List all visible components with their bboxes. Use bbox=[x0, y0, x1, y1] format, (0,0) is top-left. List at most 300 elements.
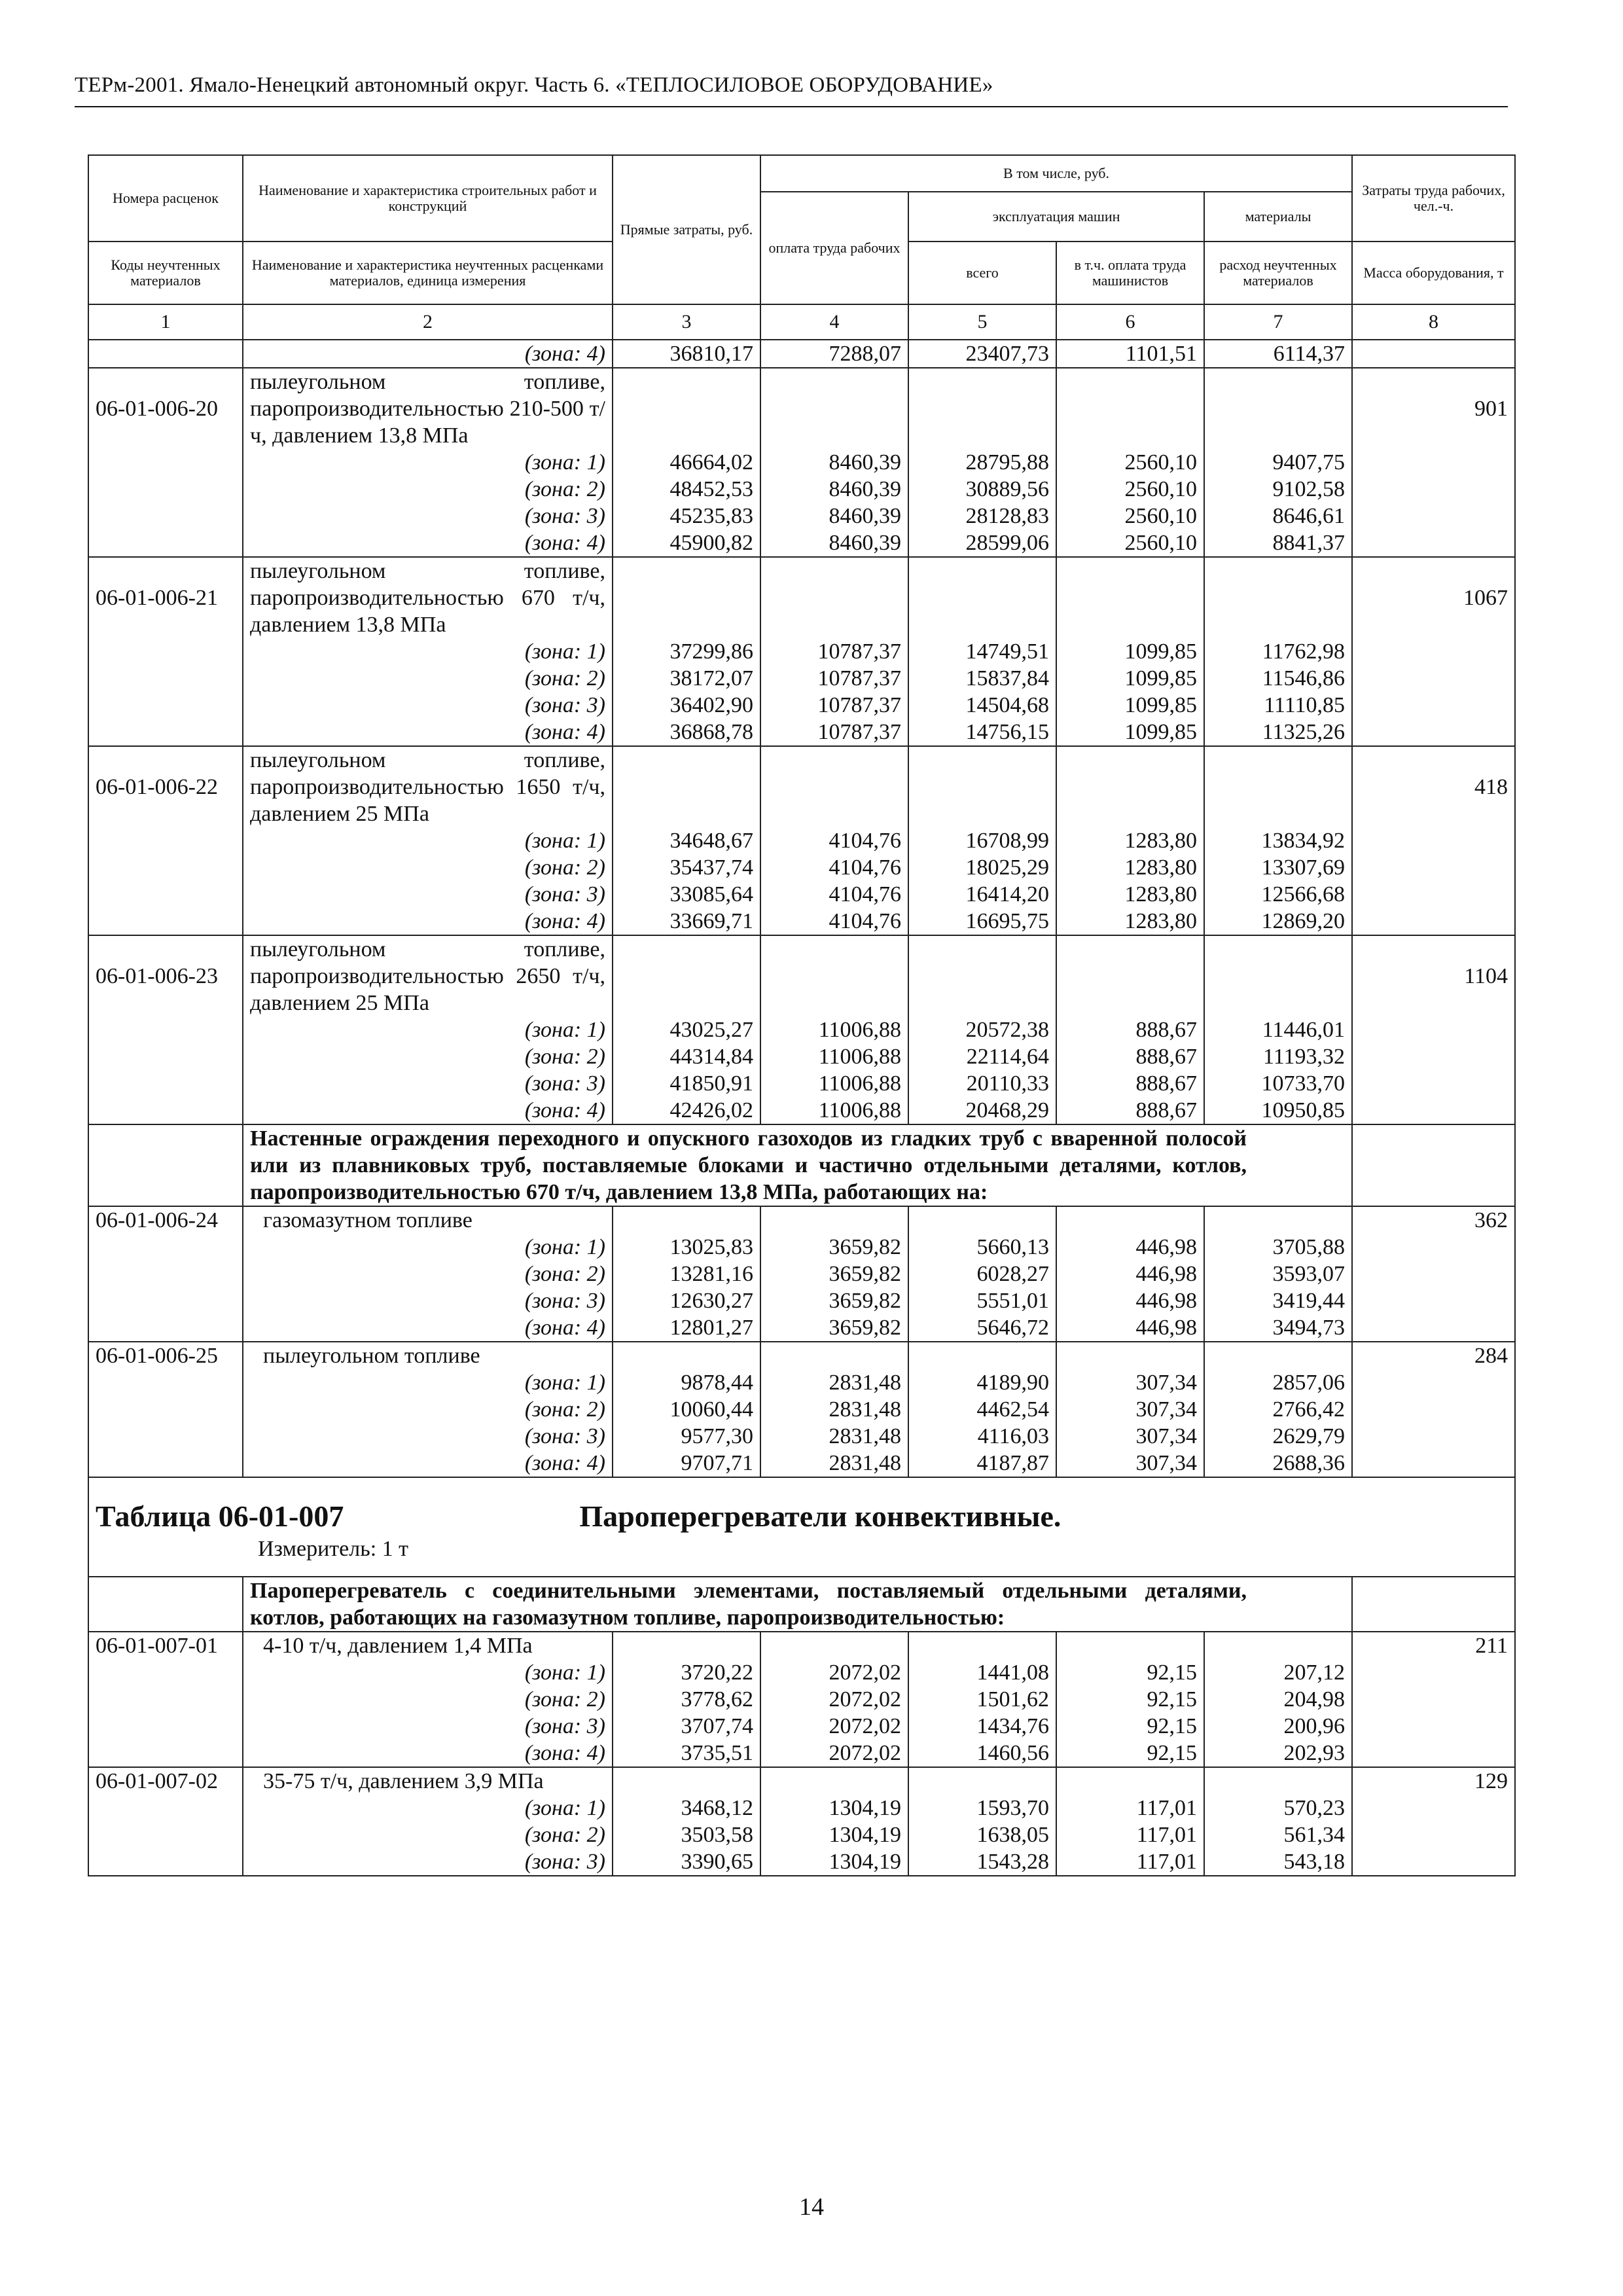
direct-cost-cell: 41850,91 bbox=[613, 1070, 760, 1097]
zone-label: (зона: 2) bbox=[243, 1686, 613, 1713]
zone-label: (зона: 3) bbox=[243, 1287, 613, 1314]
empty-cell bbox=[613, 1632, 760, 1659]
machine-total-cell: 20110,33 bbox=[908, 1070, 1056, 1097]
rate-description: пылеугольном топливе, паропроизводительностью 1650 т/ч, давлением 25 МПа bbox=[243, 746, 613, 827]
labor-cell bbox=[1352, 529, 1515, 557]
header-including: В том числе, руб. bbox=[760, 155, 1352, 192]
materials-cell: 9407,75 bbox=[1204, 449, 1352, 476]
direct-cost-cell: 13281,16 bbox=[613, 1261, 760, 1287]
zone-label: (зона: 2) bbox=[243, 854, 613, 881]
code-cell bbox=[88, 1848, 243, 1876]
labor-cell bbox=[1352, 1713, 1515, 1740]
direct-cost-cell: 3778,62 bbox=[613, 1686, 760, 1713]
zone-row bbox=[88, 1713, 1515, 1740]
code-cell bbox=[88, 881, 243, 908]
operator-pay-cell: 1283,80 bbox=[1056, 827, 1204, 854]
operator-pay-cell: 2560,10 bbox=[1056, 503, 1204, 529]
labor-cell bbox=[1352, 1234, 1515, 1261]
machine-total-cell: 20572,38 bbox=[908, 1016, 1056, 1043]
rate-code: 06-01-007-01 bbox=[88, 1632, 243, 1659]
zone-label: (зона: 4) bbox=[243, 1097, 613, 1124]
materials-cell: 11546,86 bbox=[1204, 665, 1352, 692]
direct-cost-cell: 12630,27 bbox=[613, 1287, 760, 1314]
code-cell bbox=[88, 1314, 243, 1342]
direct-cost-cell: 9577,30 bbox=[613, 1423, 760, 1450]
rate-code: 06-01-006-22 bbox=[88, 746, 243, 827]
labor-cell bbox=[1352, 340, 1515, 368]
rate-row bbox=[88, 1767, 1515, 1795]
rate-row bbox=[88, 368, 1515, 449]
rate-code: 06-01-006-25 bbox=[88, 1342, 243, 1369]
labor-cell bbox=[1352, 881, 1515, 908]
operator-pay-cell: 307,34 bbox=[1056, 1450, 1204, 1477]
zone-label: (зона: 2) bbox=[243, 1396, 613, 1423]
machine-total-cell: 15837,84 bbox=[908, 665, 1056, 692]
code-cell bbox=[88, 1740, 243, 1767]
operator-pay-cell: 2560,10 bbox=[1056, 449, 1204, 476]
rates-table-body bbox=[88, 340, 1515, 1876]
rate-code: 06-01-006-24 bbox=[88, 1206, 243, 1234]
rate-row bbox=[88, 1206, 1515, 1234]
rates-table bbox=[88, 154, 1516, 1876]
machine-total-cell: 23407,73 bbox=[908, 340, 1056, 368]
zone-row bbox=[88, 1450, 1515, 1477]
machine-total-cell: 1501,62 bbox=[908, 1686, 1056, 1713]
empty-cell bbox=[760, 746, 908, 827]
zone-row bbox=[88, 1848, 1515, 1876]
worker-pay-cell: 2072,02 bbox=[760, 1713, 908, 1740]
empty-cell bbox=[1204, 1767, 1352, 1795]
zone-label: (зона: 3) bbox=[243, 1848, 613, 1876]
direct-cost-cell: 3720,22 bbox=[613, 1659, 760, 1686]
materials-cell: 11110,85 bbox=[1204, 692, 1352, 719]
empty-cell bbox=[760, 1767, 908, 1795]
code-cell bbox=[88, 529, 243, 557]
rate-row bbox=[88, 557, 1515, 638]
worker-pay-cell: 4104,76 bbox=[760, 908, 908, 935]
worker-pay-cell: 10787,37 bbox=[760, 719, 908, 746]
rate-description: пылеугольном топливе, паропроизводительностью 210-500 т/ч, давлением 13,8 МПа bbox=[243, 368, 613, 449]
operator-pay-cell: 1283,80 bbox=[1056, 881, 1204, 908]
zone-label: (зона: 1) bbox=[243, 1016, 613, 1043]
materials-cell: 12566,68 bbox=[1204, 881, 1352, 908]
zone-row bbox=[88, 1659, 1515, 1686]
operator-pay-cell: 92,15 bbox=[1056, 1659, 1204, 1686]
machine-total-cell: 16695,75 bbox=[908, 908, 1056, 935]
code-cell bbox=[88, 1795, 243, 1821]
direct-cost-cell: 45900,82 bbox=[613, 529, 760, 557]
worker-pay-cell: 2831,48 bbox=[760, 1369, 908, 1396]
labor-cost-cell: 362 bbox=[1352, 1206, 1515, 1234]
empty-cell bbox=[613, 935, 760, 1016]
labor-cell bbox=[1352, 827, 1515, 854]
rate-description: пылеугольном топливе bbox=[243, 1342, 613, 1369]
rate-description: 4-10 т/ч, давлением 1,4 МПа bbox=[243, 1632, 613, 1659]
worker-pay-cell: 2831,48 bbox=[760, 1423, 908, 1450]
empty-cell bbox=[1204, 368, 1352, 449]
worker-pay-cell: 8460,39 bbox=[760, 503, 908, 529]
header-operator-pay: в т.ч. оплата труда машинистов bbox=[1056, 242, 1204, 304]
direct-cost-cell: 3707,74 bbox=[613, 1713, 760, 1740]
zone-label: (зона: 2) bbox=[243, 476, 613, 503]
machine-total-cell: 1593,70 bbox=[908, 1795, 1056, 1821]
materials-cell: 561,34 bbox=[1204, 1821, 1352, 1848]
empty-cell bbox=[1056, 557, 1204, 638]
operator-pay-cell: 446,98 bbox=[1056, 1314, 1204, 1342]
worker-pay-cell: 8460,39 bbox=[760, 476, 908, 503]
empty-cell bbox=[1204, 1206, 1352, 1234]
empty-cell bbox=[908, 557, 1056, 638]
empty-cell bbox=[1204, 1342, 1352, 1369]
empty-cell bbox=[760, 557, 908, 638]
zone-row bbox=[88, 638, 1515, 665]
worker-pay-cell: 3659,82 bbox=[760, 1261, 908, 1287]
materials-cell: 204,98 bbox=[1204, 1686, 1352, 1713]
code-cell bbox=[88, 1686, 243, 1713]
code-cell bbox=[88, 503, 243, 529]
rate-description: пылеугольном топливе, паропроизводительностью 670 т/ч, давлением 13,8 МПа bbox=[243, 557, 613, 638]
labor-cell bbox=[1352, 1369, 1515, 1396]
zone-row bbox=[88, 529, 1515, 557]
operator-pay-cell: 92,15 bbox=[1056, 1686, 1204, 1713]
header-unaccounted-materials: расход неучтенных материалов bbox=[1204, 242, 1352, 304]
worker-pay-cell: 2072,02 bbox=[760, 1740, 908, 1767]
zone-label: (зона: 1) bbox=[243, 449, 613, 476]
empty-cell bbox=[760, 1632, 908, 1659]
zone-row bbox=[88, 449, 1515, 476]
empty-cell bbox=[1204, 935, 1352, 1016]
section-heading: Настенные ограждения переходного и опускного газоходов из гладких труб с вваренной полосой или из плавниковых труб, поставляемые блоками и частично отдельными деталями, котлов, паропроизводительностью 670 т/ч, давлением 13,8 МПа, работающих на: bbox=[243, 1124, 1352, 1206]
materials-cell: 10950,85 bbox=[1204, 1097, 1352, 1124]
code-cell bbox=[88, 476, 243, 503]
labor-cell bbox=[1352, 449, 1515, 476]
section-heading: Пароперегреватель с соединительными элементами, поставляемый отдельными деталями, котлов, работающих на газомазутном топливе, паропроизводительностью: bbox=[243, 1577, 1352, 1632]
operator-pay-cell: 888,67 bbox=[1056, 1016, 1204, 1043]
zone-row bbox=[88, 1740, 1515, 1767]
zone-label: (зона: 3) bbox=[243, 503, 613, 529]
header-name-work: Наименование и характеристика строительных работ и конструкций bbox=[243, 155, 613, 242]
zone-row bbox=[88, 1261, 1515, 1287]
materials-cell: 3494,73 bbox=[1204, 1314, 1352, 1342]
labor-cell bbox=[1352, 1795, 1515, 1821]
worker-pay-cell: 2072,02 bbox=[760, 1686, 908, 1713]
empty-cell bbox=[908, 368, 1056, 449]
zone-label: (зона: 1) bbox=[243, 1795, 613, 1821]
labor-cell bbox=[1352, 1577, 1515, 1632]
machine-total-cell: 6028,27 bbox=[908, 1261, 1056, 1287]
zone-label: (зона: 3) bbox=[243, 1423, 613, 1450]
machine-total-cell: 16414,20 bbox=[908, 881, 1056, 908]
code-cell bbox=[88, 1070, 243, 1097]
code-cell bbox=[88, 1124, 243, 1206]
zone-row bbox=[88, 1097, 1515, 1124]
materials-cell: 13834,92 bbox=[1204, 827, 1352, 854]
empty-cell bbox=[613, 1342, 760, 1369]
empty-cell bbox=[1056, 1767, 1204, 1795]
zone-row bbox=[88, 665, 1515, 692]
labor-cell bbox=[1352, 1659, 1515, 1686]
empty-cell bbox=[908, 1632, 1056, 1659]
operator-pay-cell: 2560,10 bbox=[1056, 529, 1204, 557]
direct-cost-cell: 3503,58 bbox=[613, 1821, 760, 1848]
machine-total-cell: 30889,56 bbox=[908, 476, 1056, 503]
operator-pay-cell: 1283,80 bbox=[1056, 854, 1204, 881]
rate-row bbox=[88, 1632, 1515, 1659]
zone-label: (зона: 1) bbox=[243, 638, 613, 665]
code-cell bbox=[88, 1369, 243, 1396]
machine-total-cell: 4189,90 bbox=[908, 1369, 1056, 1396]
machine-total-cell: 28599,06 bbox=[908, 529, 1056, 557]
header-equipment-mass: Масса оборудования, т bbox=[1352, 242, 1515, 304]
labor-cell bbox=[1352, 665, 1515, 692]
code-cell bbox=[88, 1234, 243, 1261]
direct-cost-cell: 36810,17 bbox=[613, 340, 760, 368]
operator-pay-cell: 446,98 bbox=[1056, 1234, 1204, 1261]
operator-pay-cell: 1099,85 bbox=[1056, 638, 1204, 665]
rate-code: 06-01-006-20 bbox=[88, 368, 243, 449]
zone-label: (зона: 2) bbox=[243, 1043, 613, 1070]
materials-cell: 10733,70 bbox=[1204, 1070, 1352, 1097]
direct-cost-cell: 36402,90 bbox=[613, 692, 760, 719]
machine-total-cell: 28128,83 bbox=[908, 503, 1056, 529]
materials-cell: 12869,20 bbox=[1204, 908, 1352, 935]
header-name-unaccounted: Наименование и характеристика неучтенных расценками материалов, единица измерения bbox=[243, 242, 613, 304]
zone-row bbox=[88, 1821, 1515, 1848]
direct-cost-cell: 46664,02 bbox=[613, 449, 760, 476]
direct-cost-cell: 3468,12 bbox=[613, 1795, 760, 1821]
worker-pay-cell: 11006,88 bbox=[760, 1097, 908, 1124]
code-cell bbox=[88, 1097, 243, 1124]
machine-total-cell: 1543,28 bbox=[908, 1848, 1056, 1876]
code-cell bbox=[88, 449, 243, 476]
rate-description: 35-75 т/ч, давлением 3,9 МПа bbox=[243, 1767, 613, 1795]
materials-cell: 3419,44 bbox=[1204, 1287, 1352, 1314]
operator-pay-cell: 92,15 bbox=[1056, 1713, 1204, 1740]
machine-total-cell: 20468,29 bbox=[908, 1097, 1056, 1124]
labor-cell bbox=[1352, 1423, 1515, 1450]
empty-cell bbox=[613, 1206, 760, 1234]
materials-cell: 11193,32 bbox=[1204, 1043, 1352, 1070]
table-title-label: Таблица 06-01-007 bbox=[96, 1499, 344, 1533]
zone-row bbox=[88, 1234, 1515, 1261]
table-title-name: Пароперегреватели конвективные. bbox=[579, 1499, 1061, 1533]
rate-code: 06-01-006-21 bbox=[88, 557, 243, 638]
direct-cost-cell: 42426,02 bbox=[613, 1097, 760, 1124]
worker-pay-cell: 4104,76 bbox=[760, 827, 908, 854]
empty-cell bbox=[613, 746, 760, 827]
operator-pay-cell: 92,15 bbox=[1056, 1740, 1204, 1767]
empty-cell bbox=[760, 935, 908, 1016]
zone-row bbox=[88, 1287, 1515, 1314]
labor-cell bbox=[1352, 1450, 1515, 1477]
col-number: 5 bbox=[908, 304, 1056, 340]
operator-pay-cell: 117,01 bbox=[1056, 1795, 1204, 1821]
zone-label: (зона: 1) bbox=[243, 1659, 613, 1686]
zone-row bbox=[88, 503, 1515, 529]
worker-pay-cell: 10787,37 bbox=[760, 638, 908, 665]
zone-label: (зона: 3) bbox=[243, 1070, 613, 1097]
worker-pay-cell: 1304,19 bbox=[760, 1821, 908, 1848]
machine-total-cell: 14749,51 bbox=[908, 638, 1056, 665]
zone-row bbox=[88, 1686, 1515, 1713]
worker-pay-cell: 3659,82 bbox=[760, 1314, 908, 1342]
direct-cost-cell: 3735,51 bbox=[613, 1740, 760, 1767]
materials-cell: 3593,07 bbox=[1204, 1261, 1352, 1287]
labor-cell bbox=[1352, 1124, 1515, 1206]
zone-label: (зона: 1) bbox=[243, 1369, 613, 1396]
operator-pay-cell: 307,34 bbox=[1056, 1396, 1204, 1423]
labor-cell bbox=[1352, 1097, 1515, 1124]
zone-label: (зона: 2) bbox=[243, 1821, 613, 1848]
header-labor-costs: Затраты труда рабочих, чел.-ч. bbox=[1352, 155, 1515, 242]
zone-label: (зона: 4) bbox=[243, 719, 613, 746]
zone-row bbox=[88, 1070, 1515, 1097]
labor-cell bbox=[1352, 503, 1515, 529]
worker-pay-cell: 11006,88 bbox=[760, 1043, 908, 1070]
code-cell bbox=[88, 1423, 243, 1450]
code-cell bbox=[88, 1821, 243, 1848]
worker-pay-cell: 11006,88 bbox=[760, 1016, 908, 1043]
col-number: 1 bbox=[88, 304, 243, 340]
col-number: 3 bbox=[613, 304, 760, 340]
materials-cell: 8646,61 bbox=[1204, 503, 1352, 529]
materials-cell: 6114,37 bbox=[1204, 340, 1352, 368]
empty-cell bbox=[613, 1767, 760, 1795]
direct-cost-cell: 43025,27 bbox=[613, 1016, 760, 1043]
empty-cell bbox=[1056, 368, 1204, 449]
running-head: ТЕРм-2001. Ямало-Ненецкий автономный округ. Часть 6. «ТЕПЛОСИЛОВОЕ ОБОРУДОВАНИЕ» bbox=[75, 73, 993, 97]
header-codes-unaccounted: Коды неучтенных материалов bbox=[88, 242, 243, 304]
labor-cell bbox=[1352, 638, 1515, 665]
header-worker-pay: оплата труда рабочих bbox=[760, 192, 908, 304]
empty-cell bbox=[760, 1206, 908, 1234]
materials-cell: 207,12 bbox=[1204, 1659, 1352, 1686]
code-cell bbox=[88, 1659, 243, 1686]
machine-total-cell: 5660,13 bbox=[908, 1234, 1056, 1261]
operator-pay-cell: 2560,10 bbox=[1056, 476, 1204, 503]
col-number: 6 bbox=[1056, 304, 1204, 340]
machine-total-cell: 1460,56 bbox=[908, 1740, 1056, 1767]
direct-cost-cell: 10060,44 bbox=[613, 1396, 760, 1423]
labor-cost-cell: 901 bbox=[1352, 368, 1515, 449]
materials-cell: 8841,37 bbox=[1204, 529, 1352, 557]
machine-total-cell: 1441,08 bbox=[908, 1659, 1056, 1686]
labor-cell bbox=[1352, 1070, 1515, 1097]
labor-cost-cell: 1067 bbox=[1352, 557, 1515, 638]
zone-label: (зона: 3) bbox=[243, 692, 613, 719]
zone-label: (зона: 3) bbox=[243, 881, 613, 908]
zone-label: (зона: 4) bbox=[243, 1740, 613, 1767]
labor-cell bbox=[1352, 719, 1515, 746]
worker-pay-cell: 3659,82 bbox=[760, 1234, 908, 1261]
empty-cell bbox=[1056, 1632, 1204, 1659]
zone-row bbox=[88, 476, 1515, 503]
code-cell bbox=[88, 1261, 243, 1287]
worker-pay-cell: 8460,39 bbox=[760, 529, 908, 557]
labor-cost-cell: 284 bbox=[1352, 1342, 1515, 1369]
machine-total-cell: 18025,29 bbox=[908, 854, 1056, 881]
labor-cell bbox=[1352, 1314, 1515, 1342]
zone-label: (зона: 3) bbox=[243, 1713, 613, 1740]
empty-cell bbox=[1056, 746, 1204, 827]
zone-label: (зона: 4) bbox=[243, 1314, 613, 1342]
direct-cost-cell: 33085,64 bbox=[613, 881, 760, 908]
page-number: 14 bbox=[799, 2193, 824, 2221]
worker-pay-cell: 1304,19 bbox=[760, 1848, 908, 1876]
direct-cost-cell: 34648,67 bbox=[613, 827, 760, 854]
worker-pay-cell: 8460,39 bbox=[760, 449, 908, 476]
labor-cell bbox=[1352, 1016, 1515, 1043]
code-cell bbox=[88, 1450, 243, 1477]
code-cell bbox=[88, 1577, 243, 1632]
direct-cost-cell: 38172,07 bbox=[613, 665, 760, 692]
operator-pay-cell: 307,34 bbox=[1056, 1423, 1204, 1450]
empty-cell bbox=[908, 935, 1056, 1016]
zone-row bbox=[88, 719, 1515, 746]
direct-cost-cell: 36868,78 bbox=[613, 719, 760, 746]
col-number: 2 bbox=[243, 304, 613, 340]
direct-cost-cell: 13025,83 bbox=[613, 1234, 760, 1261]
carry-row bbox=[88, 340, 1515, 368]
empty-cell bbox=[908, 746, 1056, 827]
code-cell bbox=[88, 908, 243, 935]
header-rate-numbers: Номера расценок bbox=[88, 155, 243, 242]
labor-cell bbox=[1352, 1740, 1515, 1767]
labor-cell bbox=[1352, 1287, 1515, 1314]
materials-cell: 543,18 bbox=[1204, 1848, 1352, 1876]
labor-cell bbox=[1352, 1261, 1515, 1287]
worker-pay-cell: 3659,82 bbox=[760, 1287, 908, 1314]
zone-label: (зона: 4) bbox=[243, 908, 613, 935]
rate-code: 06-01-007-02 bbox=[88, 1767, 243, 1795]
code-cell bbox=[88, 1713, 243, 1740]
worker-pay-cell: 1304,19 bbox=[760, 1795, 908, 1821]
machine-total-cell: 28795,88 bbox=[908, 449, 1056, 476]
worker-pay-cell: 2831,48 bbox=[760, 1450, 908, 1477]
direct-cost-cell: 37299,86 bbox=[613, 638, 760, 665]
rate-description: пылеугольном топливе, паропроизводительностью 2650 т/ч, давлением 25 МПа bbox=[243, 935, 613, 1016]
machine-total-cell: 14504,68 bbox=[908, 692, 1056, 719]
worker-pay-cell: 10787,37 bbox=[760, 692, 908, 719]
code-cell bbox=[88, 1396, 243, 1423]
machine-total-cell: 4187,87 bbox=[908, 1450, 1056, 1477]
code-cell bbox=[88, 854, 243, 881]
empty-cell bbox=[1056, 935, 1204, 1016]
labor-cell bbox=[1352, 1848, 1515, 1876]
direct-cost-cell: 44314,84 bbox=[613, 1043, 760, 1070]
operator-pay-cell: 1283,80 bbox=[1056, 908, 1204, 935]
empty-cell bbox=[1204, 1632, 1352, 1659]
labor-cell bbox=[1352, 1686, 1515, 1713]
empty-cell bbox=[908, 1342, 1056, 1369]
materials-cell: 570,23 bbox=[1204, 1795, 1352, 1821]
labor-cell bbox=[1352, 1821, 1515, 1848]
zone-label: (зона: 2) bbox=[243, 665, 613, 692]
table-title-cell bbox=[88, 1477, 1515, 1577]
labor-cell bbox=[1352, 1043, 1515, 1070]
empty-cell bbox=[613, 368, 760, 449]
worker-pay-cell: 2831,48 bbox=[760, 1396, 908, 1423]
zone-row bbox=[88, 1795, 1515, 1821]
table-unit: Измеритель: 1 т bbox=[258, 1537, 409, 1561]
zone-row bbox=[88, 1369, 1515, 1396]
table-title-row bbox=[88, 1477, 1515, 1577]
code-cell bbox=[88, 827, 243, 854]
labor-cell bbox=[1352, 1396, 1515, 1423]
materials-cell: 2857,06 bbox=[1204, 1369, 1352, 1396]
header-direct-costs: Прямые затраты, руб. bbox=[613, 155, 760, 304]
operator-pay-cell: 888,67 bbox=[1056, 1043, 1204, 1070]
